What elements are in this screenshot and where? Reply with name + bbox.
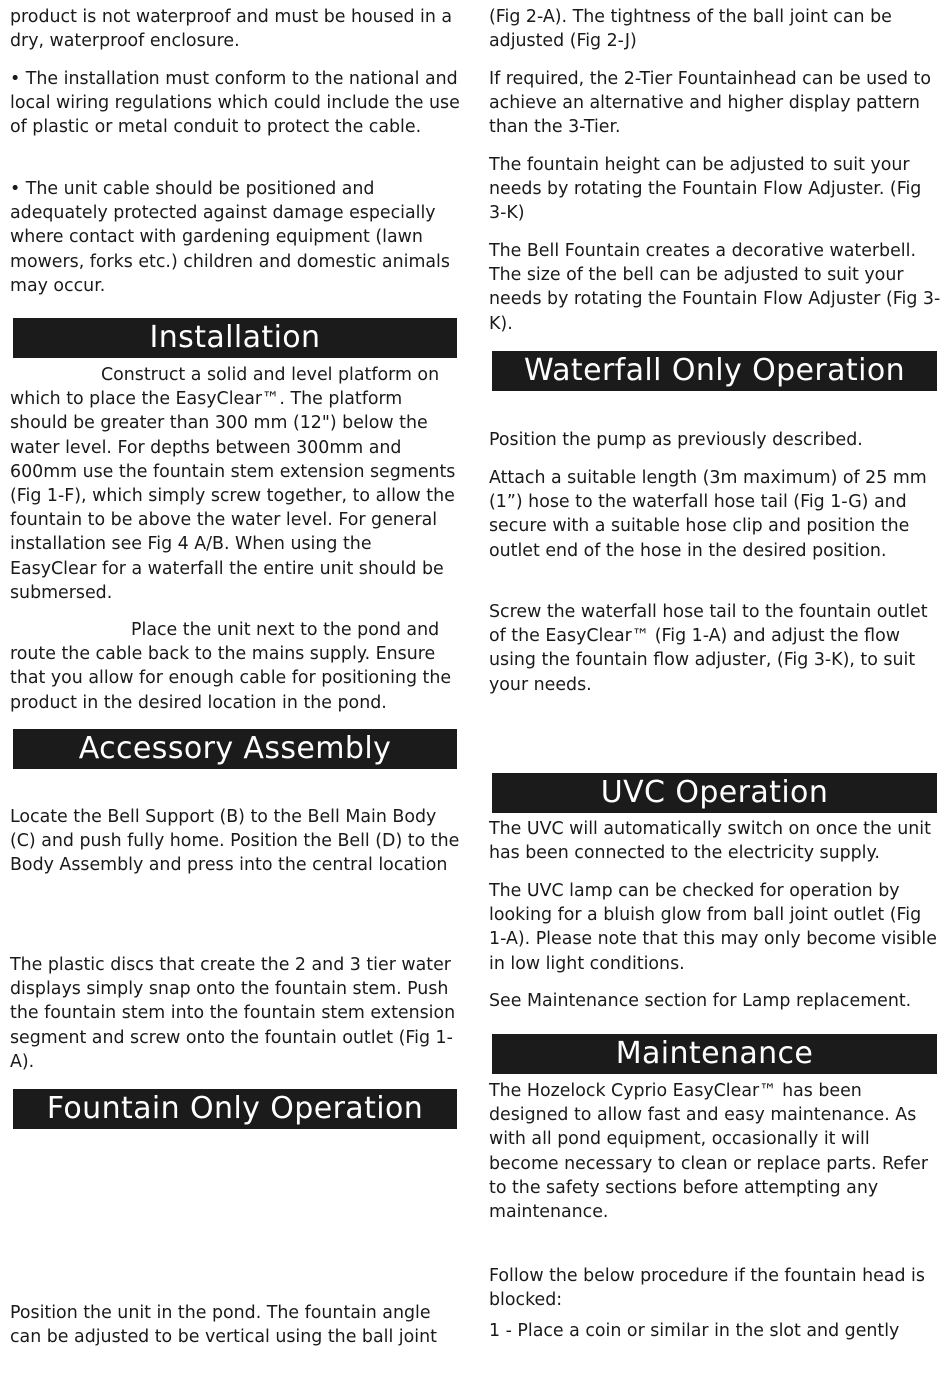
waterfall-only-operation-heading: Waterfall Only Operation (492, 351, 937, 391)
fountain-paragraph-balljoint: (Fig 2-A). The tightness of the ball joint can be adjusted (Fig 2-J) (489, 7, 892, 52)
accessory-paragraph-bell: Locate the Bell Support (B) to the Bell Main Body (C) and push fully home. Position the Bell (D) to the Body Assembly and press into the central location (10, 807, 460, 876)
fountain-only-operation-heading: Fountain Only Operation (13, 1089, 457, 1129)
fountain-paragraph-position: Position the unit in the pond. The fountain angle can be adjusted to be vertical using the ball joint (10, 1303, 437, 1348)
maintenance-paragraph-intro: The Hozelock Cyprio EasyClear™ has been designed to allow fast and easy maintenance. As with all pond equipment, occasionally it will become necessary to clean or replace parts. Refer to the safety sections before attempting any maintenance. (489, 1081, 928, 1223)
intro-paragraph-cable: • The unit cable should be positioned and adequately protected against damage especially where contact with gardening equipment (lawn mowers, forks etc.) children and domestic animals may occur. (10, 179, 450, 296)
maintenance-step-1: 1 - Place a coin or similar in the slot and gently (489, 1321, 900, 1341)
intro-paragraph-enclosure: product is not waterproof and must be housed in a dry, waterproof enclosure. (10, 7, 453, 52)
waterfall-paragraph-hose: Attach a suitable length (3m maximum) of 25 mm (1”) hose to the waterfall hose tail (Fig 1-G) and secure with a suitable hose clip and position the outlet end of the hose in the desired position. (489, 468, 927, 561)
fountain-paragraph-height: The fountain height can be adjusted to suit your needs by rotating the Fountain Flow Adjuster. (Fig 3-K) (489, 155, 922, 224)
waterfall-paragraph-position: Position the pump as previously described. (489, 430, 863, 450)
intro-paragraph-wiring: • The installation must conform to the national and local wiring regulations which could include the use of plastic or metal conduit to protect the cable. (10, 69, 460, 138)
uvc-paragraph-switch: The UVC will automatically switch on once the unit has been connected to the electricity supply. (489, 819, 931, 864)
accessory-assembly-heading: Accessory Assembly (13, 729, 457, 769)
fountain-paragraph-2tier: If required, the 2-Tier Fountainhead can be used to achieve an alternative and higher display pattern than the 3-Tier. (489, 69, 931, 138)
uvc-paragraph-lamp: The UVC lamp can be checked for operation by looking for a bluish glow from ball joint outlet (Fig 1-A). Please note that this may only become visible in low light conditions. (489, 881, 937, 974)
maintenance-heading: Maintenance (492, 1034, 937, 1074)
accessory-paragraph-discs: The plastic discs that create the 2 and 3 tier water displays simply snap onto the fountain stem. Push the fountain stem into the fountain stem extension segment and screw onto the fountain outlet (Fig 1-A). (10, 955, 456, 1072)
installation-paragraph-platform: Construct a solid and level platform on which to place the EasyClear™. The platform should be greater than 300 mm (12") below the water level. For depths between 300mm and 600mm use the fountain stem extension segments (Fig 1-F), which simply screw together, to allow the fountain to be above the water level. For general installation see Fig 4 A/B. When using the EasyClear for a waterfall the entire unit should be submersed. (10, 365, 456, 603)
fountain-paragraph-bell: The Bell Fountain creates a decorative waterbell. The size of the bell can be adjusted to suit your needs by rotating the Fountain Flow Adjuster (Fig 3-K). (489, 241, 941, 334)
uvc-operation-heading: UVC Operation (492, 773, 937, 813)
maintenance-paragraph-procedure: Follow the below procedure if the fountain head is blocked: (489, 1266, 925, 1311)
waterfall-paragraph-screw: Screw the waterfall hose tail to the fountain outlet of the EasyClear™ (Fig 1-A) and adjust the flow using the fountain flow adjuster, (Fig 3-K), to suit your needs. (489, 602, 928, 695)
installation-heading: Installation (13, 318, 457, 358)
installation-paragraph-cable: Place the unit next to the pond and route the cable back to the mains supply. Ensure that you allow for enough cable for positioning the product in the desired location in the pond. (10, 620, 452, 713)
uvc-paragraph-maintenance-ref: See Maintenance section for Lamp replacement. (489, 991, 912, 1011)
